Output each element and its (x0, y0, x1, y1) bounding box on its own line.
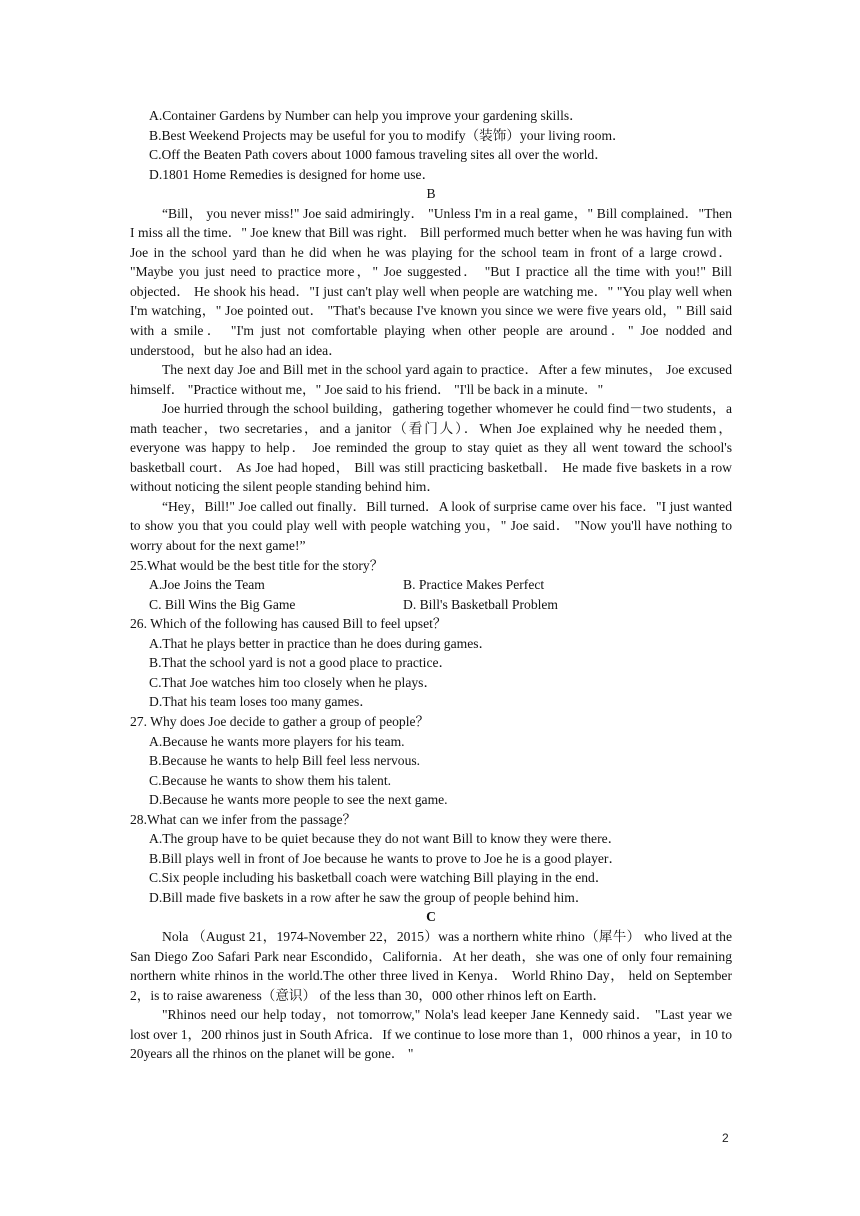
option-b: B.Best Weekend Projects may be useful for you to modify（装饰）your living room． (149, 127, 626, 143)
section-c-passage (130, 927, 732, 1064)
option-c: C.Because he wants to show them his talent. (149, 772, 391, 788)
option-d: D.1801 Home Remedies is designed for home use． (149, 166, 436, 182)
option-c: C. Bill Wins the Big Game (149, 596, 296, 612)
option-b: B.Because he wants to help Bill feel less nervous. (149, 753, 421, 769)
question-26 (130, 614, 732, 712)
option-b: B.Bill plays well in front of Joe because he wants to prove to Joe he is a good player． (149, 850, 623, 866)
page-number: 2 (722, 1131, 729, 1145)
question-stem: 26. Which of the following has caused Bill to feel upset？ (130, 616, 447, 632)
option-b: B.That the school yard is not a good place to practice． (149, 655, 453, 671)
option-c: C.Off the Beaten Path covers about 1000 famous traveling sites all over the world． (149, 147, 608, 163)
passage-paragraph: “Hey，Bill!" Joe called out finally．Bill turned．A look of surprise came over his face．"I just wanted to show you that you could play well with people watching you，" Joe said． "Now you'll have nothing to worry about for the next game!” (130, 498, 732, 554)
option-a: A.That he plays better in practice than he does during games． (149, 635, 493, 651)
option-row (130, 575, 732, 595)
passage-paragraph: The next day Joe and Bill met in the school yard again to practice．After a few minutes， Joe excused himself． "Practice without me，" Joe said to his friend． "I'll be back in a minute．" (130, 362, 732, 397)
option-c: C.That Joe watches him too closely when he plays． (149, 674, 438, 690)
question-28 (130, 810, 732, 908)
section-b-passage (130, 204, 732, 556)
passage-paragraph: Joe hurried through the school building，gathering together whomever he could find－two students，a math teacher，two secretaries，and a janitor（看门人）．When Joe explained why he needed them，everyone was happy to help． Joe reminded the group to stay quiet as they all went toward the school's basketball court． As Joe had hoped， Bill was still practicing basketball． He made five baskets in a row without noticing the silent people standing behind him． (130, 401, 732, 495)
passage-paragraph: “Bill， you never miss!" Joe said admiringly． "Unless I'm in a real game，" Bill complained．"Then I miss all the time．" Joe knew that Bill was right． Bill performed much better when he was having fun with Joe in the school yard than he did when he was playing for the school team in front of a large crowd． "Maybe you just need to practice more，" Joe suggested． "But I practice all the time with you!" Bill objected． He shook his head．"I just can't play well when people are watching me．" "You play well when I'm watching，" Joe pointed out． "That's because I've known you since we were five years old，" Bill said with a smile． "I'm just not comfortable playing when other people are around．" Joe nodded and understood，but he also had an idea． (130, 205, 732, 358)
option-row (130, 595, 732, 615)
question-stem: 27. Why does Joe decide to gather a group of people？ (130, 713, 430, 729)
passage-paragraph: "Rhinos need our help today，not tomorrow," Nola's lead keeper Jane Kennedy said． "Last year we lost over 1，200 rhinos just in South Africa．If we continue to lose more than 1，000 rhinos a year，in 10 to 20years all the rhinos on the planet will be gone． " (130, 1007, 732, 1062)
option-d: D. Bill's Basketball Problem (403, 596, 558, 612)
option-a: A.The group have to be quiet because they do not want Bill to know they were there． (149, 831, 622, 847)
passage-paragraph: Nola （August 21，1974-November 22，2015）was a northern white rhino（犀牛） who lived at the San Diego Zoo Safari Park near Escondido，California．At her death，she was one of only four remaining northern white rhinos in the world.The other three lived in Kenya． World Rhino Day， held on September 2，is to raise awareness（意识） of the less than 30，000 other rhinos left on Earth． (130, 928, 732, 1003)
option-a: A.Because he wants more players for his team. (149, 733, 405, 749)
question-stem: 25.What would be the best title for the story？ (130, 557, 384, 573)
option-d: D.Because he wants more people to see the next game. (149, 792, 448, 808)
question-27 (130, 712, 732, 810)
option-a: A.Container Gardens by Number can help you improve your gardening skills． (149, 108, 583, 123)
option-c: C.Six people including his basketball coach were watching Bill playing in the end． (149, 870, 609, 886)
section-c-heading: C (426, 909, 436, 925)
option-a: A.Joe Joins the Team (149, 577, 265, 593)
question-stem: 28.What can we infer from the passage？ (130, 811, 357, 827)
section-b-heading: B (426, 186, 436, 202)
previous-question-options (130, 106, 732, 184)
question-25 (130, 556, 732, 615)
page-content (130, 106, 732, 1064)
option-d: D.Bill made five baskets in a row after he saw the group of people behind him． (149, 889, 589, 905)
option-b: B. Practice Makes Perfect (403, 577, 545, 593)
option-d: D.That his team loses too many games． (149, 694, 373, 710)
